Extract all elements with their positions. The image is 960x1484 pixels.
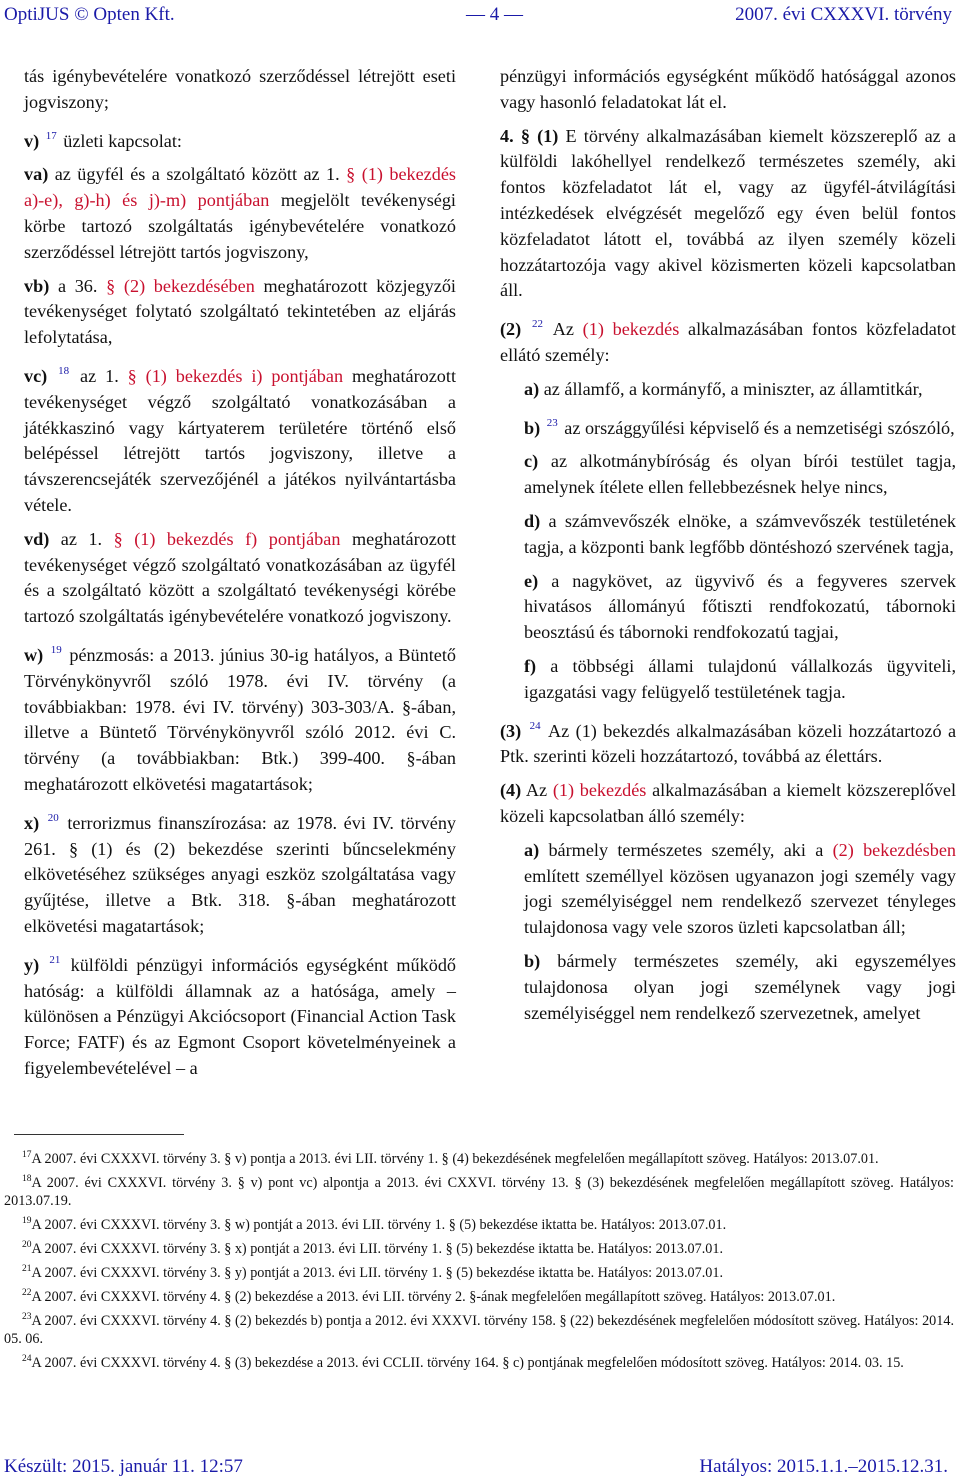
footnote <box>4 1170 954 1210</box>
item-label: v) <box>24 130 40 151</box>
item-text: bármely természetes személy, aki egyszemélyes tulajdonosa olyan jogi személynek vagy jogi személyiséggel nem rendelkező szervezetnek, amelyet <box>524 950 956 1023</box>
footnote-text: A 2007. évi CXXXVI. törvény 3. § v) pontja a 2013. évi LII. törvény 1. § (4) bekezdésének megfelelően megállapított szöveg. Hatályos: 2013.07.01. <box>31 1151 879 1167</box>
item-text: a többségi állami tulajdonú vállalkozás ügyviteli, igazgatási vagy felügyelő testületének tagja. <box>524 655 957 702</box>
page-footer <box>4 1456 948 1480</box>
paragraph-text: E törvény alkalmazásában kiemelt közszereplő az a külföldi lakóhellyel rendelkező természetes személy, aki fontos közfeladatot lát el, vagy az ügyfél-átvilágítási intézkedések elvégzését megelőző egy éven belül fontos közfeladatot látott el, továbbá az ilyen személy közeli hozzátartozója vagy akivel közismerten közeli kapcsolatban áll. <box>500 125 956 301</box>
footnote-ref-17[interactable]: 17 <box>45 129 57 142</box>
footnote-text: A 2007. évi CXXXVI. törvény 3. § x) pontját a 2013. évi LII. törvény 1. § (5) bekezdése iktatta be. Hatályos: 2013.07.01. <box>31 1241 723 1257</box>
item-text: a számvevőszék elnöke, a számvevőszék testületének tagja, a központi bank legfőbb döntéshozó szervének tagja, <box>524 510 957 557</box>
item-d <box>500 509 956 561</box>
footnote-ref-18[interactable]: 18 <box>58 364 70 377</box>
item-text: az ügyfél és a szolgáltató között az 1. <box>54 164 347 185</box>
footnote-number: 19 <box>22 1216 32 1226</box>
item-b2 <box>500 949 956 1026</box>
item-f <box>500 654 956 706</box>
item-a2 <box>500 838 956 941</box>
item-v <box>24 124 456 155</box>
footnote-ref-21[interactable]: 21 <box>49 953 61 966</box>
item-vc <box>24 359 456 519</box>
item-w <box>24 638 456 798</box>
item-label: a) <box>524 378 540 399</box>
section-4-paragraph-1 <box>500 124 956 305</box>
item-text: bármely természetes személy, aki a <box>548 839 833 860</box>
header-law-title: 2007. évi CXXXVI. törvény <box>735 4 952 25</box>
footnote-text: A 2007. évi CXXXVI. törvény 4. § (3) bekezdése a 2013. évi CCLII. törvény 164. § c) pontjának megfelelően módosított szöveg. Hatályos: 2014. 03. 15. <box>31 1355 904 1371</box>
footnote-divider <box>14 1134 184 1135</box>
footnote <box>4 1308 954 1348</box>
footnote-ref-24[interactable]: 24 <box>529 719 541 732</box>
item-y <box>24 948 456 1082</box>
item-va <box>24 162 456 265</box>
item-text: meghatározott tevékenységet végző szolgáltató vonatkozásában az ügyfél és a szolgáltató között a szolgáltató tevékenységi körébe tartozó szolgáltatás igénybevételére vonatkozó jogviszony. <box>24 528 456 627</box>
footnote-text: A 2007. évi CXXXVI. törvény 3. § v) pont vc) alpontja a 2013. évi CXXVI. törvény 13. § (3) bekezdésének megfelelően megállapított szöveg. Hatályos: 2013.07.19. <box>4 1175 954 1209</box>
footnote-number: 22 <box>22 1288 32 1298</box>
item-text: az 1. <box>80 365 128 386</box>
item-label: y) <box>24 954 40 975</box>
page-header <box>4 4 952 28</box>
item-text: meghatározott tevékenységet végző szolgáltató vonatkozásában a játékkaszinó vagy kártyaterem területére történő első belépéssel létrejött tartós jogviszony, illetve a távszerencsejáték szervezőjénél a játékos nyilvántartásba vétele. <box>24 365 456 515</box>
item-text: üzleti kapcsolat: <box>63 130 182 151</box>
item-label: d) <box>524 510 541 531</box>
paragraph-text: Az (1) bekezdés alkalmazásában közeli hozzátartozó a Ptk. szerinti közeli hozzátartozó, továbbá az élettárs. <box>500 720 957 767</box>
item-text: az országgyűlési képviselő és a nemzetiségi szószóló, <box>564 417 955 438</box>
item-text: a 36. <box>57 275 107 296</box>
item-vb <box>24 274 456 351</box>
paragraph-continuation: tás igénybevételére vonatkozó szerződéssel létrejött eseti jogviszony; <box>24 66 456 112</box>
item-x <box>24 806 456 940</box>
footnote-number: 21 <box>22 1264 32 1274</box>
item-label: b) <box>524 950 541 971</box>
item-text: az 1. <box>60 528 114 549</box>
left-column <box>24 64 456 1082</box>
footnote-ref-20[interactable]: 20 <box>47 811 59 824</box>
footnote-ref-19[interactable]: 19 <box>50 643 62 656</box>
item-label: a) <box>524 839 540 860</box>
paragraph-text: alkalmazásában a kiemelt közszereplővel közeli kapcsolatban álló személy: <box>500 780 956 826</box>
item-label: x) <box>24 812 40 833</box>
item-text: külföldi pénzügyi információs egységként működő hatóság: a külföldi államnak az a hatósága, amely – különösen a Pénzügyi Akciócsoport (Financial Action Task Force; FATF) és az Egmont Csoport követelményeinek a figyelembevételével – a <box>24 954 457 1078</box>
footnote-text: A 2007. évi CXXXVI. törvény 3. § y) pontját a 2013. évi LII. törvény 1. § (5) bekezdése iktatta be. Hatályos: 2013.07.01. <box>31 1265 723 1281</box>
item-a <box>500 377 956 403</box>
item-c <box>500 449 956 501</box>
item-text: a nagykövet, az ügyvivő és a fegyveres szervek hivatásos állományú főtiszti rendfokozatú, tábornoki beosztású és tábornoki rendfokozatú tagjai, <box>524 570 957 643</box>
cross-reference-link[interactable]: (2) bekezdésben <box>832 839 956 860</box>
cross-reference-link[interactable]: (1) bekezdés <box>582 319 680 340</box>
item-text: terrorizmus finanszírozása: az 1978. évi IV. törvény 261. § (1) és (2) bekezdése szerinti bűncselekmény elkövetéséhez szükséges anyagi eszköz szolgáltatása vagy gyűjtése, illetve a Btk. 318. §-ában meghatározott elkövetési magatartások; <box>24 812 457 936</box>
footnote <box>4 1236 954 1258</box>
item-label: f) <box>524 655 537 676</box>
item-b <box>500 411 956 442</box>
cross-reference-link[interactable]: § (1) bekezdés i) pontjában <box>127 365 344 386</box>
item-text: az alkotmánybíróság és olyan bírói testület tagja, amelynek ítélete ellen fellebbezésnek helye nincs, <box>524 451 957 498</box>
paragraph-continuation: pénzügyi információs egységként működő hatósággal azonos vagy hasonló feladatokat lát el. <box>500 66 956 112</box>
footnote <box>4 1350 954 1372</box>
footnote-number: 17 <box>22 1150 32 1160</box>
footer-effective-period: Hatályos: 2015.1.1.–2015.12.31. <box>699 1456 948 1477</box>
right-column <box>500 64 956 1026</box>
header-page-number: — 4 — <box>466 4 523 25</box>
item-label: e) <box>524 570 539 591</box>
footnote-text: A 2007. évi CXXXVI. törvény 3. § w) pontját a 2013. évi LII. törvény 1. § (5) bekezdése iktatta be. Hatályos: 2013.07.01. <box>31 1217 727 1233</box>
footnote-ref-22[interactable]: 22 <box>531 318 543 331</box>
cross-reference-link[interactable]: § (1) bekezdés f) pontjában <box>113 528 341 549</box>
footer-generated-date: Készült: 2015. január 11. 12:57 <box>4 1456 243 1477</box>
item-label: b) <box>524 417 541 438</box>
paragraph-text: Az <box>525 780 553 801</box>
item-e <box>500 569 956 646</box>
item-text: meghatározott közjegyzői tevékenységet folytató szolgáltató tekintetében az eljárás lefolytatása, <box>24 275 456 348</box>
paragraph-number: § (1) <box>520 125 559 146</box>
item-label: vc) <box>24 365 48 386</box>
item-label: w) <box>24 644 44 665</box>
footnote <box>4 1146 954 1168</box>
paragraph-text: alkalmazásában fontos közfeladatot ellátó személy: <box>500 319 956 365</box>
footnote-number: 18 <box>22 1174 32 1184</box>
item-text: megjelölt tevékenységi körbe tartozó szolgáltatás igénybevételére vonatkozó szerződéssel létrejött tartós jogviszony, <box>24 190 456 262</box>
item-label: vb) <box>24 275 50 296</box>
item-label: va) <box>24 164 49 185</box>
paragraph-number: (2) <box>500 319 522 340</box>
item-text: pénzmosás: a 2013. június 30-ig hatályos, a Büntető Törvénykönyvről szóló 1978. évi IV. törvény (a továbbiakban: 1978. évi IV. törvény) 303-303/A. §-ában, illetve a Büntető Törvénykönyvről szóló 2012. évi C. törvény (a továbbiakban: Btk.) 399-400. §-ában meghatározott elkövetési magatartások; <box>24 644 457 794</box>
cross-reference-link[interactable]: § (2) bekezdésében <box>106 275 255 296</box>
section-4-paragraph-3 <box>500 714 956 771</box>
footnote-text: A 2007. évi CXXXVI. törvény 4. § (2) bekezdés b) pontja a 2012. évi XXXVI. törvény 158. § (22) bekezdésének megfelelően módosított szöveg. Hatályos: 2014. 05. 06. <box>4 1313 954 1347</box>
item-label: c) <box>524 451 539 472</box>
paragraph-number: (4) <box>500 780 522 801</box>
item-vd <box>24 527 456 630</box>
footnote-ref-23[interactable]: 23 <box>546 416 558 429</box>
footnote-number: 23 <box>22 1312 32 1322</box>
header-publisher: OptiJUS © Opten Kft. <box>4 4 175 25</box>
section-number: 4. <box>500 125 514 146</box>
cross-reference-link[interactable]: (1) bekezdés <box>552 780 647 801</box>
footnote <box>4 1260 954 1282</box>
footnote-number: 24 <box>22 1354 32 1364</box>
footnotes <box>4 1146 954 1374</box>
item-text: az államfő, a kormányfő, a miniszter, az államtitkár, <box>543 378 923 399</box>
item-label: vd) <box>24 528 50 549</box>
footnote-text: A 2007. évi CXXXVI. törvény 4. § (2) bekezdése a 2013. évi LII. törvény 2. §-ának megfelelően megállapított szöveg. Hatályos: 2013.07.01. <box>31 1289 836 1305</box>
footnote <box>4 1284 954 1306</box>
paragraph-text: Az <box>552 319 583 340</box>
section-4-paragraph-4 <box>500 778 956 830</box>
cross-reference-link[interactable]: § (1) bekezdés a)-e), g)-h) és j)-m) pontjában <box>24 164 457 211</box>
footnote <box>4 1212 954 1234</box>
item-text: említett személlyel közösen ugyanazon jogi személy vagy jogi személyiséggel nem rendelkező szervezet tényleges tulajdonosa vagy vele szoros üzleti kapcsolatban áll; <box>524 865 956 938</box>
paragraph-number: (3) <box>500 720 522 741</box>
section-4-paragraph-2 <box>500 312 956 369</box>
footnote-number: 20 <box>22 1240 32 1250</box>
